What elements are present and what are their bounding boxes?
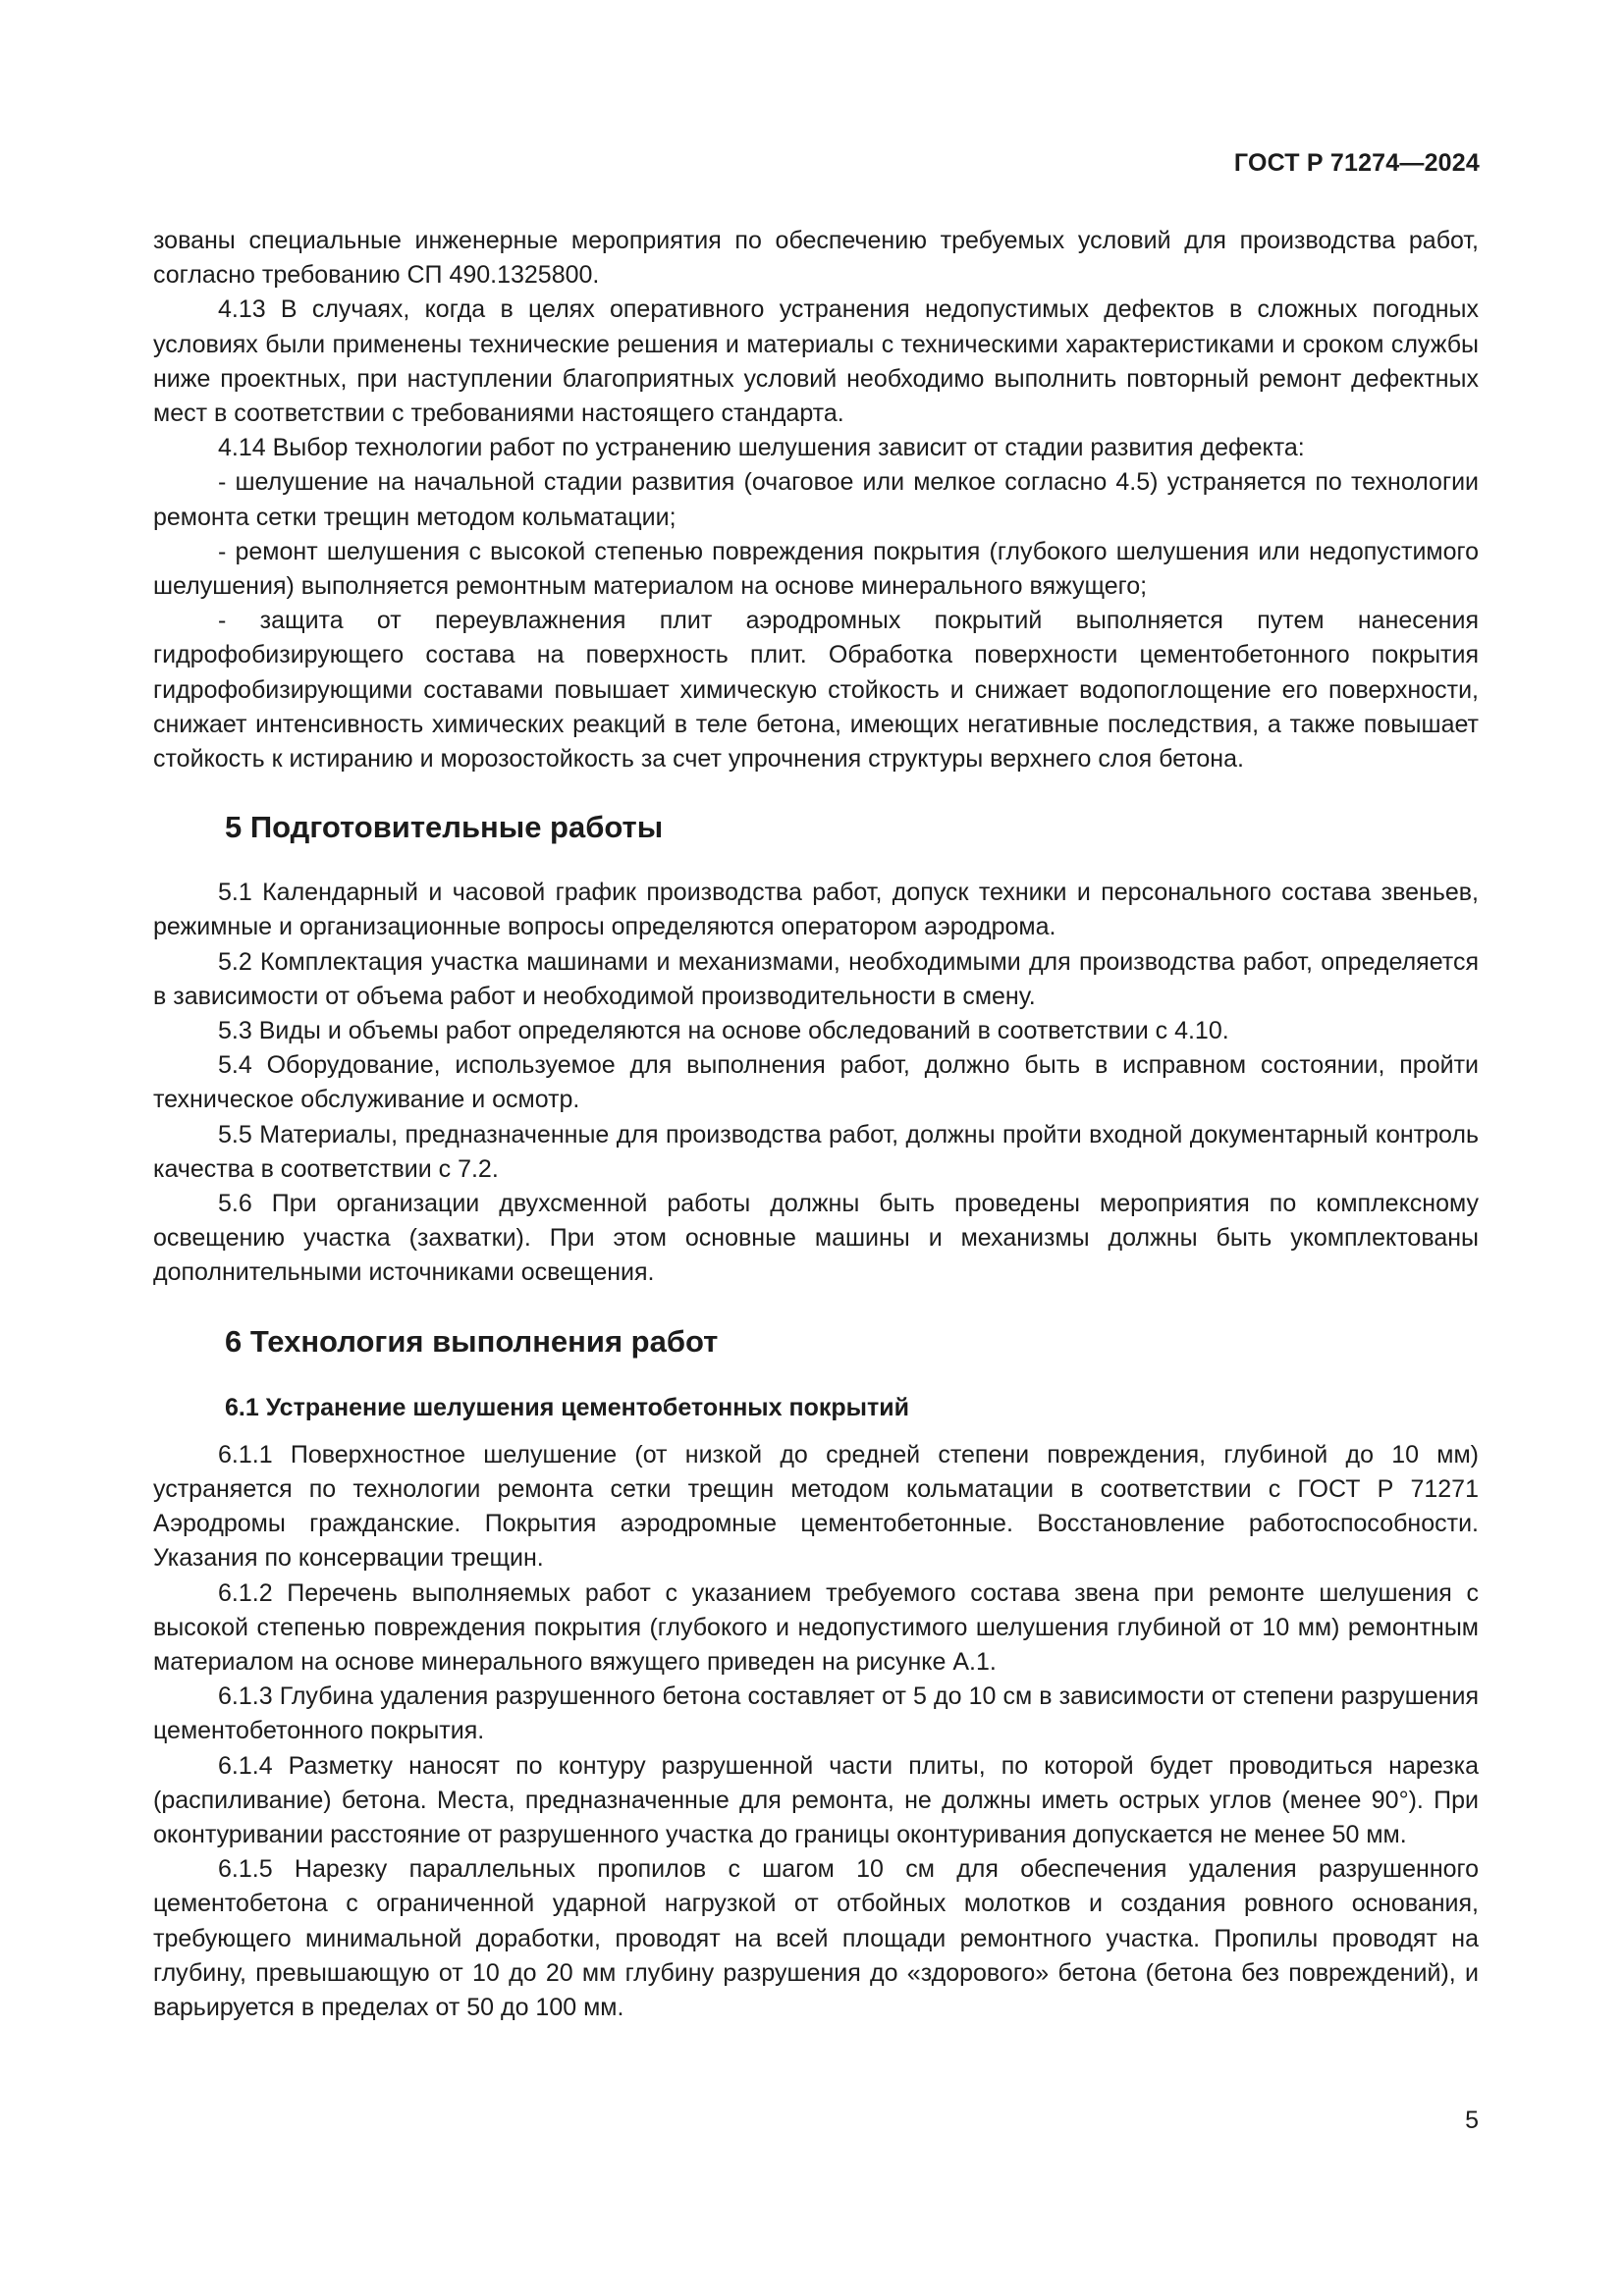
list-item: - защита от переувлажнения плит аэродромных покрытий выполняется путем нанесения гидрофобизирующего состава на поверхность плит. Обработка поверхности цементобетонного покрытия гидрофобизирующими составами повышает химическую стойкость и снижает водопоглощение его поверхности, снижает интенсивность химических реакций в теле бетона, имеющих негативные последствия, а также повышает стойкость к истиранию и морозостойкость за счет упрочнения структуры верхнего слоя бетона. [153, 607, 1479, 774]
subsection-6-1-heading: 6.1 Устранение шелушения цементобетонных покрытий [225, 1393, 909, 1421]
section-5-heading: 5 Подготовительные работы [225, 810, 664, 845]
paragraph-4-14: 4.14 Выбор технологии работ по устранению шелушения зависит от стадии развития дефекта: [218, 434, 1305, 462]
paragraph-6-1-5: 6.1.5 Нарезку параллельных пропилов с шагом 10 см для обеспечения удаления разрушенного цементобетона с ограниченной ударной нагрузкой от отбойных молотков и создания ровного основания, требующего минимальной доработки, проводят на всей площади ремонтного участка. Пропилы проводят на глубину, превышающую от 10 до 20 мм глубину разрушения до «здорового» бетона (бетона без повреждений), и варьируется в пределах от 50 до 100 мм. [153, 1855, 1479, 2021]
paragraph-6-1-1: 6.1.1 Поверхностное шелушение (от низкой до средней степени повреждения, глубиной до 10 мм) устраняется по технологии ремонта сетки трещин методом кольматации в соответствии с ГОСТ Р 71271 Аэродромы гражданские. Покрытия аэродромные цементобетонные. Восстановление работоспособности. Указания по консервации трещин. [153, 1440, 1479, 1573]
document-standard-id: ГОСТ Р 71274—2024 [1233, 149, 1480, 177]
paragraph-5-5: 5.5 Материалы, предназначенные для производства работ, должны пройти входной документарный контроль качества в соответствии с 7.2. [153, 1120, 1479, 1183]
section-6-heading: 6 Технология выполнения работ [225, 1323, 719, 1359]
paragraph-5-3: 5.3 Виды и объемы работ определяются на основе обследований в соответствии с 4.10. [218, 1017, 1229, 1045]
page-body [153, 224, 1479, 2025]
paragraph-4-12-continuation: зованы специальные инженерные мероприятия по обеспечению требуемых условий для производства работ, согласно требованию СП 490.1325800. [153, 227, 1479, 290]
paragraph-6-1-4: 6.1.4 Разметку наносят по контуру разрушенной части плиты, по которой будет проводиться нарезка (распиливание) бетона. Места, предназначенные для ремонта, не должны иметь острых углов (менее 90°). При оконтуривании расстояние от разрушенного участка до границы оконтуривания допускается не менее 50 мм. [153, 1751, 1479, 1848]
page-number: 5 [1465, 2107, 1479, 2134]
paragraph-5-6: 5.6 При организации двухсменной работы должны быть проведены мероприятия по комплексному освещению участка (захватки). При этом основные машины и механизмы должны быть укомплектованы дополнительными источниками освещения. [153, 1190, 1479, 1287]
list-item: - ремонт шелушения с высокой степенью повреждения покрытия (глубокого шелушения или недопустимого шелушения) выполняется ремонтным материалом на основе минерального вяжущего; [153, 537, 1479, 601]
paragraph-5-2: 5.2 Комплектация участка машинами и механизмами, необходимыми для производства работ, определяется в зависимости от объема работ и необходимой производительности в смену. [153, 947, 1479, 1010]
paragraph-6-1-2: 6.1.2 Перечень выполняемых работ с указанием требуемого состава звена при ремонте шелушения с высокой степенью повреждения покрытия (глубокого и недопустимого шелушения глубиной от 10 мм) ремонтным материалом на основе минерального вяжущего приведен на рисунке А.1. [153, 1578, 1479, 1676]
paragraph-5-4: 5.4 Оборудование, используемое для выполнения работ, должно быть в исправном состоянии, пройти техническое обслуживание и осмотр. [153, 1051, 1479, 1114]
list-item: - шелушение на начальной стадии развития (очаговое или мелкое согласно 4.5) устраняется по технологии ремонта сетки трещин методом кольматации; [153, 468, 1479, 531]
paragraph-6-1-3: 6.1.3 Глубина удаления разрушенного бетона составляет от 5 до 10 см в зависимости от степени разрушения цементобетонного покрытия. [153, 1682, 1479, 1745]
paragraph-5-1: 5.1 Календарный и часовой график производства работ, допуск техники и персонального состава звеньев, режимные и организационные вопросы определяются оператором аэродрома. [153, 879, 1479, 941]
paragraph-4-13: 4.13 В случаях, когда в целях оперативного устранения недопустимых дефектов в сложных погодных условиях были применены технические решения и материалы с техническими характеристиками и сроком службы ниже проектных, при наступлении благоприятных условий необходимо выполнить повторный ремонт дефектных мест в соответствии с требованиями настоящего стандарта. [153, 295, 1479, 428]
